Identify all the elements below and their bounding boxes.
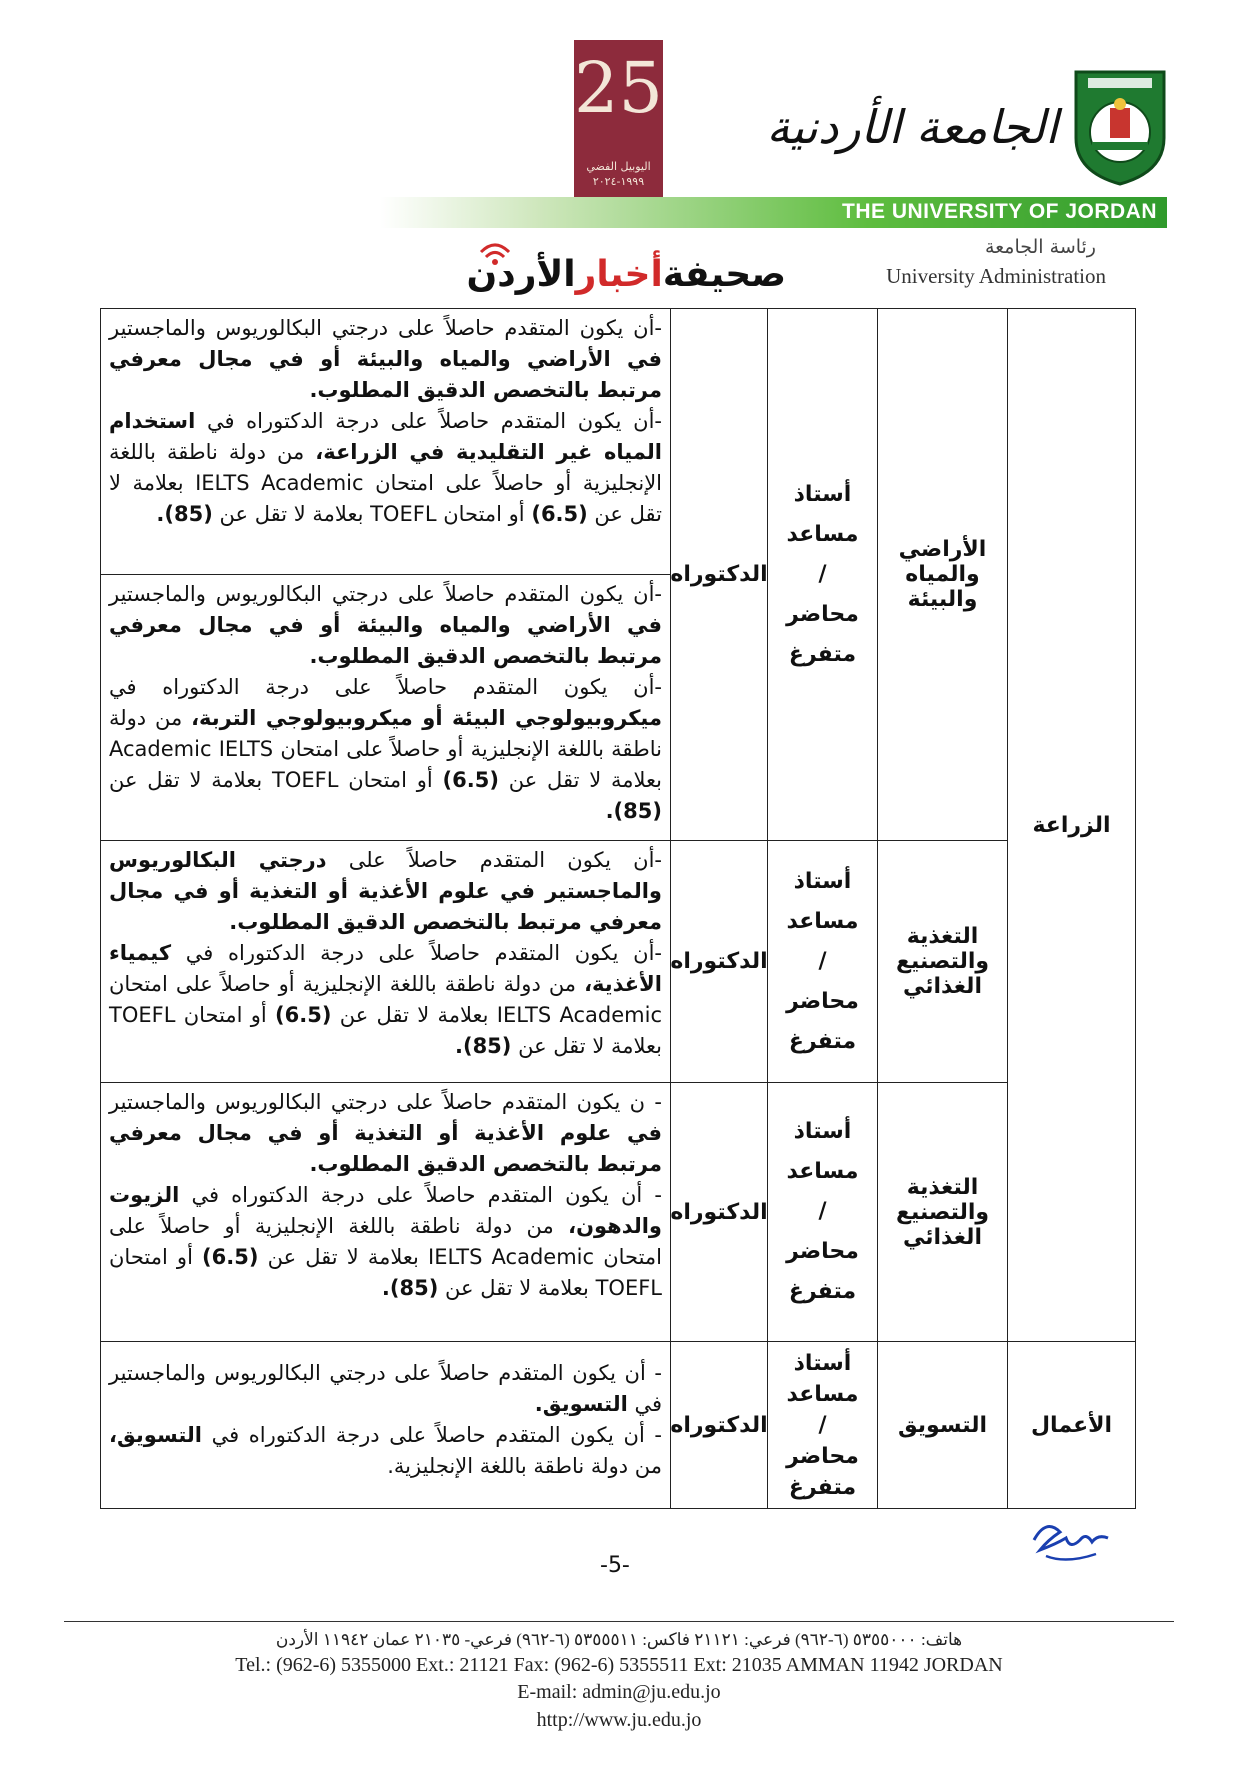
department-cell: التسويق: [877, 1342, 1007, 1508]
jubilee-caption: اليوبيل الفضي: [586, 160, 651, 173]
university-banner: [380, 197, 1167, 228]
department-cell: التغذية والتصنيع الغذائي: [877, 1083, 1007, 1341]
silver-jubilee-logo: [574, 40, 663, 203]
degree-cell: الدكتوراه: [670, 309, 767, 840]
footer-contact-english: Tel.: (962-6) 5355000 Ext.: 21121 Fax: (962-6) 5355511 Ext: 21035 AMMAN 11942 JORDAN: [235, 1654, 1003, 1676]
footer-contact-arabic: هاتف: ٥٣٥٥٠٠٠ (٦-٩٦٢) فرعي: ٢١١٢١ فاكس: ٥٣٥٥٥١١ (٦-٩٦٢) فرعي- ٢١٠٣٥ عمان ١١٩٤٢ الأردن: [275, 1630, 963, 1649]
college-cell: الزراعة: [1007, 309, 1135, 1341]
department-cell: التغذية والتصنيع الغذائي: [877, 841, 1007, 1082]
rank-cell: أستاذ مساعد / محاضر متفرغ: [767, 1342, 877, 1508]
degree-cell: الدكتوراه: [670, 1342, 767, 1508]
footer-email: E-mail: admin@ju.edu.jo: [517, 1681, 721, 1703]
university-name-arabic: الجامعة الأردنية: [766, 100, 1058, 154]
positions-table: [100, 308, 1136, 1509]
rank-cell: أستاذ مساعد / محاضر متفرغ: [767, 1083, 877, 1341]
degree-cell: الدكتوراه: [670, 841, 767, 1082]
table-row-agriculture: [101, 309, 1135, 1341]
rank-cell: أستاذ مساعد / محاضر متفرغ: [767, 841, 877, 1082]
university-crest-icon: [1072, 68, 1168, 186]
requirements-cell: - أن يكون المتقدم حاصلاً على درجتي البكالوريوس والماجستير في التسويق. - أن يكون المتقدم حاصلاً على درجة الدكتوراه في التسويق، من دولة ناطقة باللغة الإنجليزية.: [109, 1361, 662, 1478]
page-number: -5-: [600, 1553, 630, 1578]
requirements-cell: - ن يكون المتقدم حاصلاً على درجتي البكالوريوس والماجستير في علوم الأغذية أو التغذية أو في مجال معرفي مرتبط بالتخصص الدقيق المطلوب. - أن يكون المتقدم حاصلاً على درجة الدكتوراه في الزيوت والدهون، من دولة ناطقة باللغة الإنجليزية أو حاصلاً على امتحان IELTS Academic بعلامة لا تقل عن (6.5) أو امتحان TOEFL بعلامة لا تقل عن (85).: [109, 1090, 662, 1300]
table-row: [101, 840, 1007, 1082]
rank-cell: أستاذ مساعد / محاضر متفرغ: [767, 309, 877, 840]
requirements-cell: -أن يكون المتقدم حاصلاً على درجتي البكالوريوس والماجستير في الأراضي والمياه والبيئة أو في مجال معرفي مرتبط بالتخصص الدقيق المطلوب. -أن يكون المتقدم حاصلاً على درجة الدكتوراه في ميكروبيولوجي البيئة أو ميكروبيولوجي التربة، من دولة ناطقة باللغة الإنجليزية أو حاصلاً على امتحان Academic IELTS بعلامة لا تقل عن (6.5) أو امتحان TOEFL بعلامة لا تقل عن (85).: [101, 574, 670, 840]
degree-cell: الدكتوراه: [670, 1083, 767, 1341]
footer-divider: [64, 1621, 1174, 1622]
signature-icon: [1026, 1510, 1116, 1570]
newspaper-watermark: صحيفةأخبارالأردن: [466, 254, 786, 295]
department-cell: الأراضي والمياه والبيئة: [877, 309, 1007, 840]
footer-website: http://www.ju.edu.jo: [536, 1709, 702, 1731]
jubilee-years: ١٩٩٩-٢٠٢٤: [592, 175, 645, 188]
jubilee-number: 25: [574, 47, 664, 129]
table-row: [101, 1082, 1007, 1341]
administration-english: University Administration: [886, 264, 1106, 288]
table-row: [101, 309, 1007, 840]
college-cell: الأعمال: [1007, 1342, 1135, 1508]
requirements-cell: -أن يكون المتقدم حاصلاً على درجتي البكالوريوس والماجستير في الأراضي والمياه والبيئة أو في مجال معرفي مرتبط بالتخصص الدقيق المطلوب. -أن يكون المتقدم حاصلاً على درجة الدكتوراه في استخدام المياه غير التقليدية في الزراعة، من دولة ناطقة باللغة الإنجليزية أو حاصلاً على امتحان IELTS Academic بعلامة لا تقل عن (6.5) أو امتحان TOEFL بعلامة لا تقل عن (85).: [109, 316, 662, 526]
administration-arabic: رئاسة الجامعة: [984, 236, 1096, 258]
requirements-cell: -أن يكون المتقدم حاصلاً على درجتي البكالوريوس والماجستير في علوم الأغذية أو التغذية أو في مجال معرفي مرتبط بالتخصص الدقيق المطلوب. -أن يكون المتقدم حاصلاً على درجة الدكتوراه في كيمياء الأغذية، من دولة ناطقة باللغة الإنجليزية أو حاصلاً على امتحان IELTS Academic بعلامة لا تقل عن (6.5) أو امتحان TOEFL بعلامة لا تقل عن (85).: [109, 848, 662, 1058]
table-row-business: [101, 1341, 1135, 1508]
university-name-english: THE UNIVERSITY OF JORDAN: [842, 200, 1157, 223]
